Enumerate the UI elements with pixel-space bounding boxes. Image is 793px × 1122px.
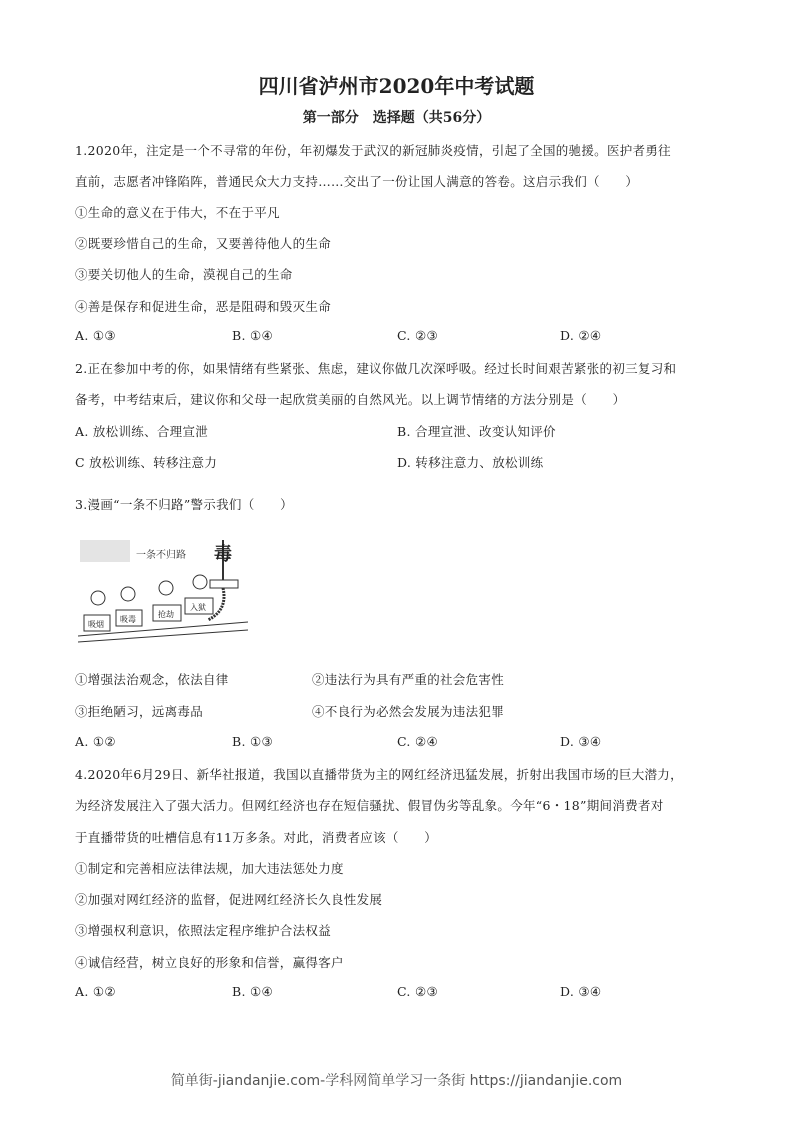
option-d: D. ③④: [560, 984, 602, 999]
section-heading: 第一部分 选择题（共56分）: [302, 110, 491, 126]
question-4-line: 4.2020年6月29日、新华社报道，我国以直播带货为主的网红经济迅猛发展，折射出我国市场的巨大潜力，: [75, 767, 683, 782]
svg-text:抢劫: 抢劫: [158, 610, 174, 619]
option-c: C 放松训练、转移注意力: [75, 455, 218, 470]
statement: ③增强权利意识，依照法定程序维护合法权益: [75, 923, 332, 938]
cartoon-pole: 毒: [214, 544, 232, 565]
cartoon-caption: 一条不归路: [136, 550, 186, 561]
statement: ④不良行为必然会发展为违法犯罪: [312, 704, 505, 719]
statement: ②既要珍惜自己的生命，又要善待他人的生命: [75, 236, 332, 251]
footer-watermark: 简单街-jiandanjie.com-学科网简单学习一条街 https://jiandanjie.com: [170, 1073, 623, 1089]
question-2-line: 备考，中考结束后，建议你和父母一起欣赏美丽的自然风光。以上调节情绪的方法分别是（ ）: [75, 392, 626, 407]
option-a: A. 放松训练、合理宣泄: [75, 424, 209, 439]
statement: ②加强对网红经济的监督，促进网红经济长久良性发展: [75, 892, 383, 907]
option-b: B. ①④: [232, 984, 274, 999]
question-4-line: 为经济发展注入了强大活力。但网红经济也存在短信骚扰、假冒伪劣等乱象。今年“6・18”期间消费者对: [75, 798, 664, 813]
statement: ③要关切他人的生命，漠视自己的生命: [75, 267, 293, 282]
option-c: C. ②③: [397, 984, 438, 999]
question-1-line: 直前，志愿者冲锋陷阵，普通民众大力支持……交出了一份让国人满意的答卷。这启示我们（ ）: [75, 174, 639, 189]
svg-text:入狱: 入狱: [190, 603, 206, 612]
statement: ④善是保存和促进生命，恶是阻碍和毁灭生命: [75, 299, 332, 314]
option-d: D. ②④: [560, 328, 602, 343]
statement: ①增强法治观念，依法自律: [75, 672, 229, 687]
page-title: 四川省泸州市2020年中考试题: [258, 74, 535, 98]
question-1-line: 1.2020年，注定是一个不寻常的年份，年初爆发于武汉的新冠肺炎疫情，引起了全国的驰援。医护者勇往: [75, 143, 671, 158]
option-d: D. ③④: [560, 734, 602, 749]
option-d: D. 转移注意力、放松训练: [397, 455, 544, 470]
option-b: B. ①④: [232, 328, 274, 343]
option-a: A. ①②: [75, 734, 116, 749]
option-a: A. ①③: [75, 328, 116, 343]
statement: ①生命的意义在于伟大，不在于平凡: [75, 205, 280, 220]
svg-text:吸毒: 吸毒: [120, 615, 136, 624]
statement: ①制定和完善相应法律法规，加大违法惩处力度: [75, 861, 344, 876]
option-b: B. ①③: [232, 734, 274, 749]
question-3-line: 3.漫画“一条不归路”警示我们（ ）: [75, 497, 293, 512]
statement: ③拒绝陋习，远离毒品: [75, 704, 204, 719]
statement: ④诚信经营，树立良好的形象和信誉，赢得客户: [75, 955, 344, 970]
statement: ②违法行为具有严重的社会危害性: [312, 672, 505, 687]
option-c: C. ②④: [397, 734, 438, 749]
option-c: C. ②③: [397, 328, 438, 343]
question-4-line: 于直播带货的吐槽信息有11万多条。对此，消费者应该（ ）: [75, 830, 438, 845]
question-2-line: 2.正在参加中考的你，如果情绪有些紧张、焦虑，建议你做几次深呼吸。经过长时间艰苦紧张的初三复习和: [75, 361, 677, 376]
svg-text:吸烟: 吸烟: [88, 620, 104, 629]
option-a: A. ①②: [75, 984, 116, 999]
cartoon-image: [78, 530, 248, 645]
option-b: B. 合理宣泄、改变认知评价: [397, 424, 556, 439]
